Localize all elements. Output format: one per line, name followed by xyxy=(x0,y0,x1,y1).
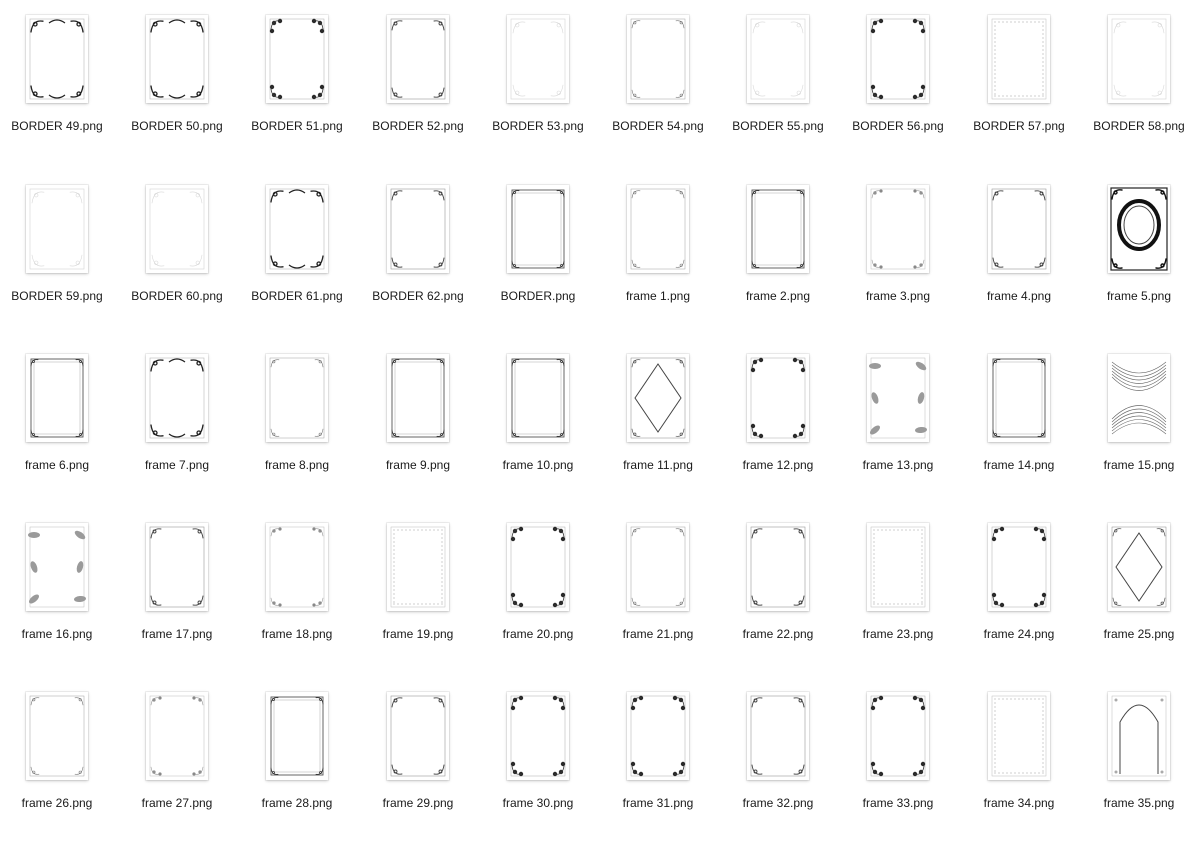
frame-preview-image xyxy=(747,15,809,103)
frame-preview-image xyxy=(747,354,809,442)
file-name-label: frame 16.png xyxy=(21,627,93,641)
file-item[interactable] xyxy=(358,354,478,504)
file-name-label: frame 28.png xyxy=(261,796,333,810)
file-thumbnail[interactable] xyxy=(146,523,208,611)
file-item[interactable] xyxy=(358,523,478,673)
file-thumbnail[interactable] xyxy=(627,692,689,780)
file-thumbnail[interactable] xyxy=(26,692,88,780)
file-thumbnail[interactable] xyxy=(1108,354,1170,442)
file-item[interactable] xyxy=(838,523,958,673)
file-thumbnail[interactable] xyxy=(507,354,569,442)
file-item[interactable] xyxy=(838,354,958,504)
file-item[interactable] xyxy=(718,185,838,335)
file-thumbnail[interactable] xyxy=(507,692,569,780)
file-name-label: frame 24.png xyxy=(983,627,1055,641)
file-thumbnail[interactable] xyxy=(146,354,208,442)
file-item[interactable] xyxy=(1079,15,1199,165)
file-item[interactable] xyxy=(959,692,1079,842)
frame-preview-image xyxy=(1108,523,1170,611)
file-thumbnail[interactable] xyxy=(747,15,809,103)
file-thumbnail[interactable] xyxy=(747,185,809,273)
file-item[interactable] xyxy=(718,692,838,842)
file-name-label: BORDER 58.png xyxy=(1093,119,1185,133)
frame-preview-image xyxy=(387,185,449,273)
file-item[interactable] xyxy=(358,15,478,165)
frame-preview-image xyxy=(266,523,328,611)
file-item[interactable] xyxy=(478,15,598,165)
file-name-label: frame 13.png xyxy=(862,458,934,472)
frame-preview-image xyxy=(507,15,569,103)
file-name-label: frame 12.png xyxy=(742,458,814,472)
file-thumbnail[interactable] xyxy=(1108,692,1170,780)
file-name-label: frame 20.png xyxy=(502,627,574,641)
file-item[interactable] xyxy=(1079,692,1199,842)
file-thumbnail[interactable] xyxy=(26,523,88,611)
file-item[interactable] xyxy=(117,692,237,842)
file-item[interactable] xyxy=(237,15,357,165)
file-item[interactable] xyxy=(0,185,117,335)
frame-preview-image xyxy=(387,692,449,780)
file-name-label: frame 8.png xyxy=(264,458,330,472)
file-item[interactable] xyxy=(237,354,357,504)
frame-preview-image xyxy=(146,692,208,780)
frame-preview-image xyxy=(627,354,689,442)
file-item[interactable] xyxy=(237,523,357,673)
file-name-label: frame 31.png xyxy=(622,796,694,810)
file-thumbnail[interactable] xyxy=(988,185,1050,273)
file-item[interactable] xyxy=(478,354,598,504)
file-thumbnail[interactable] xyxy=(507,185,569,273)
frame-preview-image xyxy=(26,15,88,103)
frame-preview-image xyxy=(867,692,929,780)
frame-preview-image xyxy=(266,185,328,273)
frame-preview-image xyxy=(146,354,208,442)
file-thumbnail[interactable] xyxy=(266,15,328,103)
frame-preview-image xyxy=(988,354,1050,442)
file-item[interactable] xyxy=(478,692,598,842)
file-item[interactable] xyxy=(478,523,598,673)
frame-preview-image xyxy=(26,692,88,780)
frame-preview-image xyxy=(266,692,328,780)
frame-preview-image xyxy=(867,185,929,273)
file-name-label: BORDER 57.png xyxy=(973,119,1065,133)
file-item[interactable] xyxy=(117,523,237,673)
file-item[interactable] xyxy=(959,523,1079,673)
file-thumbnail[interactable] xyxy=(867,354,929,442)
frame-preview-image xyxy=(747,523,809,611)
file-item[interactable] xyxy=(598,523,718,673)
file-thumbnail[interactable] xyxy=(627,523,689,611)
file-thumbnail[interactable] xyxy=(507,523,569,611)
file-thumbnail[interactable] xyxy=(627,15,689,103)
file-thumbnail[interactable] xyxy=(747,523,809,611)
file-thumbnail[interactable] xyxy=(988,523,1050,611)
file-name-label: frame 22.png xyxy=(742,627,814,641)
file-name-label: frame 33.png xyxy=(862,796,934,810)
frame-preview-image xyxy=(988,692,1050,780)
file-thumbnail[interactable] xyxy=(266,523,328,611)
file-thumbnail[interactable] xyxy=(387,354,449,442)
file-thumbnail[interactable] xyxy=(387,185,449,273)
file-item[interactable] xyxy=(0,692,117,842)
frame-preview-image xyxy=(26,354,88,442)
file-thumbnail[interactable] xyxy=(747,354,809,442)
frame-preview-image xyxy=(627,185,689,273)
file-name-label: BORDER 53.png xyxy=(492,119,584,133)
frame-preview-image xyxy=(266,354,328,442)
file-thumbnail[interactable] xyxy=(507,15,569,103)
file-name-label: frame 6.png xyxy=(24,458,90,472)
file-name-label: BORDER 52.png xyxy=(372,119,464,133)
frame-preview-image xyxy=(507,185,569,273)
file-item[interactable] xyxy=(478,185,598,335)
file-thumbnail[interactable] xyxy=(747,692,809,780)
file-name-label: BORDER 54.png xyxy=(612,119,704,133)
file-name-label: frame 9.png xyxy=(385,458,451,472)
file-item[interactable] xyxy=(838,185,958,335)
file-name-label: BORDER 49.png xyxy=(11,119,103,133)
file-thumbnail[interactable] xyxy=(26,185,88,273)
frame-preview-image xyxy=(26,185,88,273)
file-name-label: BORDER 55.png xyxy=(732,119,824,133)
frame-preview-image xyxy=(988,15,1050,103)
file-name-label: BORDER 61.png xyxy=(251,289,343,303)
frame-preview-image xyxy=(867,523,929,611)
frame-preview-image xyxy=(747,692,809,780)
frame-preview-image xyxy=(1108,15,1170,103)
file-thumbnail[interactable] xyxy=(387,692,449,780)
file-item[interactable] xyxy=(598,354,718,504)
file-thumbnail[interactable] xyxy=(867,692,929,780)
file-thumbnail[interactable] xyxy=(988,354,1050,442)
file-name-label: BORDER 51.png xyxy=(251,119,343,133)
file-thumbnail[interactable] xyxy=(988,692,1050,780)
frame-preview-image xyxy=(867,354,929,442)
file-thumbnail[interactable] xyxy=(1108,523,1170,611)
file-name-label: frame 26.png xyxy=(21,796,93,810)
file-name-label: BORDER.png xyxy=(500,289,576,303)
file-item[interactable] xyxy=(1079,523,1199,673)
file-name-label: frame 23.png xyxy=(862,627,934,641)
file-name-label: BORDER 50.png xyxy=(131,119,223,133)
frame-preview-image xyxy=(1108,692,1170,780)
file-name-label: frame 2.png xyxy=(745,289,811,303)
file-name-label: frame 32.png xyxy=(742,796,814,810)
file-thumbnail[interactable] xyxy=(146,185,208,273)
file-thumbnail[interactable] xyxy=(146,692,208,780)
file-item[interactable] xyxy=(1079,354,1199,504)
file-item[interactable] xyxy=(959,354,1079,504)
frame-preview-image xyxy=(146,523,208,611)
file-name-label: frame 18.png xyxy=(261,627,333,641)
frame-preview-image xyxy=(26,523,88,611)
frame-preview-image xyxy=(1108,185,1170,273)
frame-preview-image xyxy=(387,354,449,442)
file-name-label: frame 27.png xyxy=(141,796,213,810)
file-item[interactable] xyxy=(117,354,237,504)
file-thumbnail[interactable] xyxy=(387,523,449,611)
file-name-label: frame 21.png xyxy=(622,627,694,641)
file-item[interactable] xyxy=(1079,185,1199,335)
file-item[interactable] xyxy=(117,15,237,165)
frame-preview-image xyxy=(387,15,449,103)
file-name-label: frame 35.png xyxy=(1103,796,1175,810)
file-item[interactable] xyxy=(718,15,838,165)
file-name-label: frame 19.png xyxy=(382,627,454,641)
frame-preview-image xyxy=(146,15,208,103)
file-thumbnail[interactable] xyxy=(26,354,88,442)
frame-preview-image xyxy=(988,523,1050,611)
file-thumbnail[interactable] xyxy=(867,523,929,611)
file-item[interactable] xyxy=(0,523,117,673)
file-thumbnail[interactable] xyxy=(988,15,1050,103)
file-name-label: frame 15.png xyxy=(1103,458,1175,472)
file-item[interactable] xyxy=(598,185,718,335)
file-name-label: frame 7.png xyxy=(144,458,210,472)
frame-preview-image xyxy=(387,523,449,611)
file-item[interactable] xyxy=(718,354,838,504)
file-thumbnail[interactable] xyxy=(26,15,88,103)
file-item[interactable] xyxy=(237,692,357,842)
file-name-label: frame 11.png xyxy=(623,458,693,472)
file-thumbnail[interactable] xyxy=(1108,185,1170,273)
frame-preview-image xyxy=(867,15,929,103)
frame-preview-image xyxy=(146,185,208,273)
file-item[interactable] xyxy=(117,185,237,335)
frame-preview-image xyxy=(1108,354,1170,442)
file-item[interactable] xyxy=(718,523,838,673)
file-thumbnail[interactable] xyxy=(867,185,929,273)
frame-preview-image xyxy=(627,15,689,103)
file-name-label: frame 25.png xyxy=(1103,627,1175,641)
frame-preview-image xyxy=(988,185,1050,273)
file-item[interactable] xyxy=(0,15,117,165)
file-item[interactable] xyxy=(0,354,117,504)
file-name-label: frame 4.png xyxy=(986,289,1052,303)
file-name-label: frame 5.png xyxy=(1106,289,1172,303)
file-name-label: frame 34.png xyxy=(983,796,1055,810)
file-thumbnail[interactable] xyxy=(627,185,689,273)
file-name-label: BORDER 56.png xyxy=(852,119,944,133)
file-item[interactable] xyxy=(598,692,718,842)
file-thumbnail[interactable] xyxy=(146,15,208,103)
file-name-label: frame 3.png xyxy=(865,289,931,303)
file-item[interactable] xyxy=(959,185,1079,335)
file-item[interactable] xyxy=(237,185,357,335)
file-thumbnail[interactable] xyxy=(266,185,328,273)
file-thumbnail[interactable] xyxy=(387,15,449,103)
file-name-label: frame 14.png xyxy=(983,458,1055,472)
file-item[interactable] xyxy=(598,15,718,165)
frame-preview-image xyxy=(266,15,328,103)
file-item[interactable] xyxy=(959,15,1079,165)
file-thumbnail[interactable] xyxy=(266,692,328,780)
frame-preview-image xyxy=(747,185,809,273)
file-name-label: frame 1.png xyxy=(625,289,691,303)
frame-preview-image xyxy=(507,692,569,780)
frame-preview-image xyxy=(627,692,689,780)
file-thumbnail[interactable] xyxy=(1108,15,1170,103)
file-thumbnail[interactable] xyxy=(867,15,929,103)
file-name-label: BORDER 62.png xyxy=(372,289,464,303)
frame-preview-image xyxy=(507,354,569,442)
file-item[interactable] xyxy=(358,692,478,842)
file-item[interactable] xyxy=(838,692,958,842)
file-name-label: frame 17.png xyxy=(141,627,213,641)
file-item[interactable] xyxy=(358,185,478,335)
file-name-label: frame 29.png xyxy=(382,796,454,810)
file-name-label: frame 10.png xyxy=(502,458,574,472)
frame-preview-image xyxy=(507,523,569,611)
file-name-label: frame 30.png xyxy=(502,796,574,810)
file-name-label: BORDER 60.png xyxy=(131,289,223,303)
file-item[interactable] xyxy=(838,15,958,165)
file-thumbnail[interactable] xyxy=(266,354,328,442)
frame-preview-image xyxy=(627,523,689,611)
file-thumbnail[interactable] xyxy=(627,354,689,442)
file-name-label: BORDER 59.png xyxy=(11,289,103,303)
